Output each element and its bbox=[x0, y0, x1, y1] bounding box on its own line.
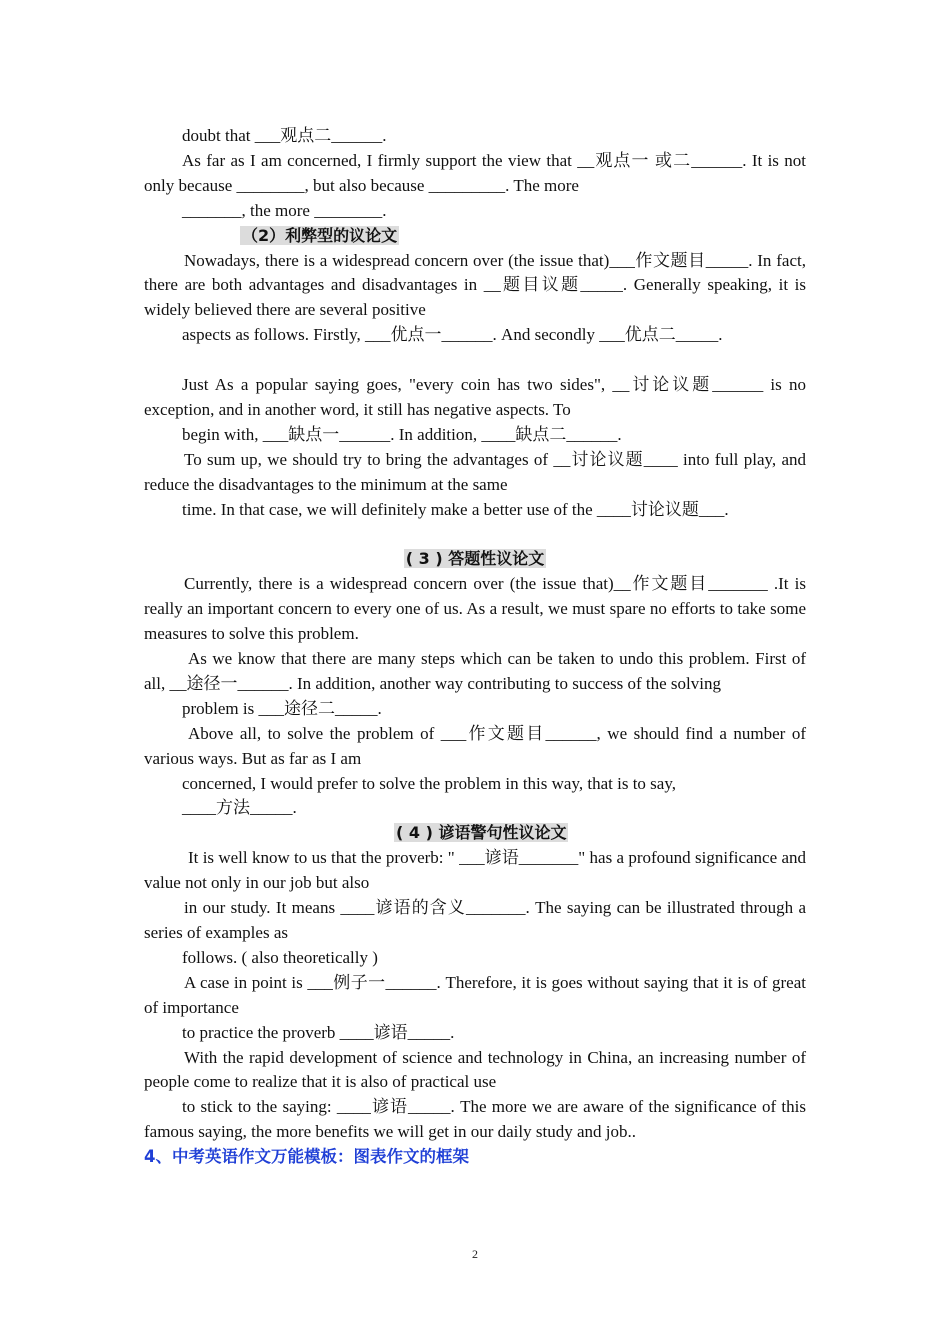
paragraph: begin with, ___缺点一______. In addition, ____缺点二______. bbox=[182, 424, 622, 444]
paragraph: aspects as follows. Firstly, ___优点一______. And secondly ___优点二_____. bbox=[182, 325, 723, 345]
paragraph: problem is ___途径二_____. bbox=[182, 698, 382, 718]
page-content bbox=[144, 124, 806, 1170]
section-title: 4、中考英语作文万能模板：图表作文的框架 bbox=[144, 1147, 469, 1167]
paragraph: time. In that case, we will definitely make a better use of the ____讨论议题___. bbox=[182, 499, 729, 519]
blank-line bbox=[144, 348, 806, 373]
paragraph: It is well know to us that the proverb: " ___谚语_______" has a profound significance and value not only in our job but also bbox=[144, 848, 806, 893]
paragraph: concerned, I would prefer to solve the problem in this way, that is to say, bbox=[182, 773, 676, 793]
paragraph: As we know that there are many steps which can be taken to undo this problem. First of all, __途径一______. In addition, another way contributing to success of the solving bbox=[144, 649, 806, 693]
paragraph: With the rapid development of science and technology in China, an increasing number of people come to realize that it is also of practical use bbox=[144, 1047, 806, 1092]
paragraph: in our study. It means ____谚语的含义_______. The saying can be illustrated through a series of examples as bbox=[144, 898, 806, 942]
section-heading-text: ( 4 ) 谚语警句性议论文 bbox=[396, 823, 567, 843]
section-heading bbox=[144, 821, 806, 846]
paragraph: As far as I am concerned, I firmly support the view that __观点一 或二______. It is not only because ________, but also because _________. The more bbox=[144, 150, 806, 195]
paragraph: doubt that ___观点二______. bbox=[182, 126, 387, 145]
paragraph: to stick to the saying: ____谚语_____. The more we are aware of the significance of this famous saying, the more benefits we will get in our daily study and job.. bbox=[144, 1097, 806, 1142]
paragraph: Just As a popular saying goes, "every coin has two sides", __讨论议题______ is no exception, and in another word, it still has negative aspects. To bbox=[144, 375, 806, 419]
blank-line bbox=[144, 522, 806, 547]
paragraph: ____方法_____. bbox=[182, 798, 297, 818]
section-heading bbox=[144, 224, 806, 249]
paragraph: A case in point is ___例子一______. Therefore, it is goes without saying that it is of great of importance bbox=[144, 972, 806, 1017]
paragraph: follows. ( also theoretically ) bbox=[182, 947, 378, 967]
section-heading-text: （2）利弊型的议论文 bbox=[242, 225, 398, 245]
paragraph: Nowadays, there is a widespread concern over (the issue that)___作文题目_____. In fact, there are both advantages and disadvantages in __题目议题_____. Generally speaking, it is widely believed there are several positive bbox=[144, 250, 806, 320]
section-heading bbox=[144, 547, 806, 572]
paragraph: Currently, there is a widespread concern over (the issue that)__作文题目_______ .It is really an important concern to every one of us. As a result, we must spare no efforts to take some measures to solve this problem. bbox=[144, 574, 806, 644]
paragraph: To sum up, we should try to bring the advantages of __讨论议题____ into full play, and reduce the disadvantages to the minimum at the same bbox=[144, 449, 806, 494]
paragraph: _______, the more ________. bbox=[182, 200, 387, 220]
paragraph: Above all, to solve the problem of ___作文题目______, we should find a number of various ways. But as far as I am bbox=[144, 723, 806, 768]
page-number: 2 bbox=[472, 1247, 478, 1261]
paragraph: to practice the proverb ____谚语_____. bbox=[182, 1022, 455, 1042]
section-heading-text: ( 3 ) 答题性议论文 bbox=[405, 549, 545, 569]
